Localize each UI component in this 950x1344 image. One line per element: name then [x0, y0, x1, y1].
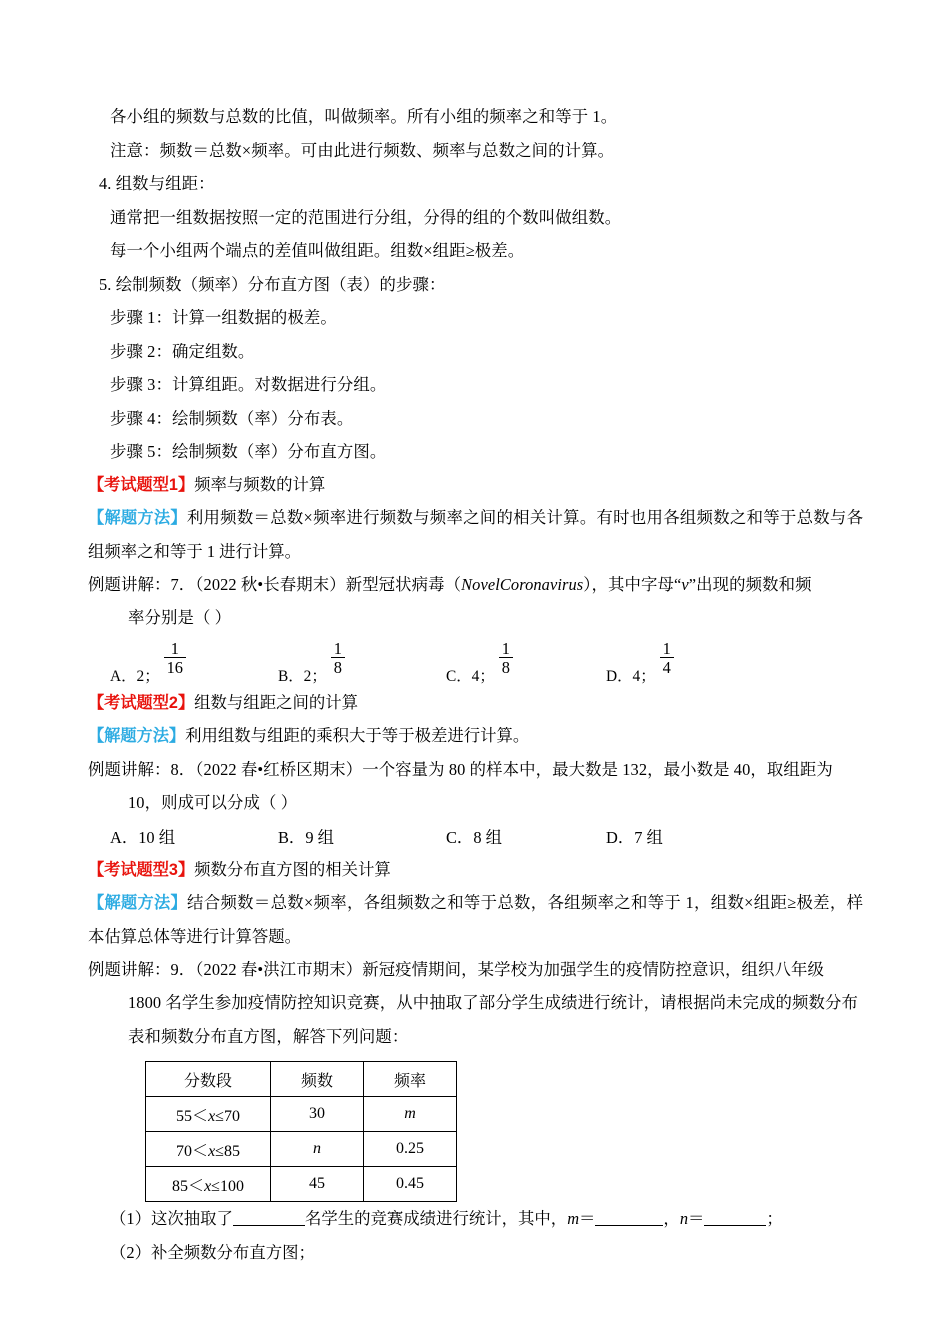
section-5-title: 5. 绘制频数（频率）分布直方图（表）的步骤：	[99, 274, 446, 294]
range-2-var: x	[208, 1142, 216, 1160]
exam-type-2-method-text: 利用组数与组距的乘积大于等于极差进行计算。	[185, 725, 530, 745]
range-3-op2: ≤	[211, 1177, 220, 1195]
table-header-frequency-rate: 频率	[364, 1062, 457, 1097]
exam-type-2-heading	[88, 687, 863, 719]
section-5-step-3: 步骤 3：计算组距。对数据进行分组。	[110, 375, 387, 394]
example-7-body-3: ”出现的频数和频	[688, 574, 812, 594]
table-header-row	[146, 1062, 457, 1097]
option-b[interactable]: B．9 组	[278, 827, 335, 847]
choice-b-numerator: 1	[331, 640, 345, 658]
table-cell-range-1	[146, 1097, 271, 1132]
note-line-1: 各小组的频数与总数的比值，叫做频率。所有小组的频率之和等于 1。	[110, 107, 618, 126]
choice-b-denominator: 8	[333, 657, 342, 677]
choice-d-denominator: 4	[662, 657, 671, 677]
table-cell-range-2	[146, 1132, 271, 1167]
range-3-upper: 100	[219, 1177, 244, 1195]
choice-d-label: D．4；	[606, 667, 656, 685]
answer-blank-sample-size[interactable]	[233, 1210, 305, 1226]
exam-type-3-heading	[88, 854, 863, 886]
example-7-letter: v	[681, 574, 689, 594]
table-header-score-range: 分数段	[146, 1062, 271, 1097]
example-8-line-1	[88, 753, 863, 787]
exam-type-2-method-tag: 【解题方法】	[88, 726, 186, 745]
example-9-line-1	[88, 953, 863, 987]
example-9-number: 9．	[170, 959, 196, 979]
example-7-prefix: 例题讲解：	[88, 574, 171, 594]
example-7-body-1: 新型冠状病毒（	[345, 574, 462, 594]
exam-type-3-method-tag: 【解题方法】	[88, 893, 188, 912]
table-row	[146, 1132, 457, 1167]
page-content	[88, 100, 863, 1269]
range-3-op1: ＜	[188, 1177, 205, 1195]
range-2-op2: ≤	[215, 1142, 224, 1160]
option-c[interactable]: C．8 组	[446, 827, 503, 847]
exam-type-1-method-text: 利用频数＝总数×频率进行频数与频率之间的相关计算。有时也用各组频数之和等于总数与各组频率之和等于 1 进行计算。	[88, 507, 863, 561]
sub-question-1-text-a: （1）这次抽取了	[110, 1209, 233, 1228]
exam-type-3-method-text: 结合频数＝总数×频率，各组频数之和等于总数，各组频率之和等于 1，组数×组距≥极差，样本估算总体等进行计算答题。	[88, 892, 863, 946]
section-5-step-1: 步骤 1：计算一组数据的极差。	[110, 308, 337, 327]
range-2-op1: ＜	[192, 1142, 209, 1160]
choice-a-fraction	[164, 640, 186, 677]
sub-question-1-eq1: ＝	[579, 1209, 596, 1228]
choice-a-label: A．2；	[110, 667, 160, 685]
table-row	[146, 1097, 457, 1132]
range-1-op2: ≤	[215, 1107, 224, 1125]
exam-type-1-heading	[88, 469, 863, 501]
section-5-step-2: 步骤 2：确定组数。	[110, 341, 255, 361]
choice-a-numerator: 1	[164, 640, 186, 658]
table-cell-count-3: 45	[271, 1167, 364, 1202]
choice-c[interactable]	[446, 638, 513, 686]
table-cell-rate-2: 0.25	[364, 1132, 457, 1167]
example-9-body-1: 新冠疫情期间，某学校为加强学生的疫情防控意识，组织八年级	[362, 959, 824, 979]
table-cell-count-1: 30	[271, 1097, 364, 1132]
range-3-lower: 85	[172, 1177, 189, 1195]
note-line-2: 注意：频数＝总数×频率。可由此进行频数、频率与总数之间的计算。	[110, 140, 615, 160]
example-8-line-2: 10，则成可以分成（ ）	[128, 793, 298, 812]
exam-type-3-title: 频数分布直方图的相关计算	[194, 859, 391, 879]
example-8-source: （2022 春•红桥区期末）	[195, 759, 363, 779]
choice-b-fraction	[331, 640, 345, 677]
range-1-upper: 70	[223, 1107, 240, 1125]
choice-b[interactable]	[278, 638, 345, 686]
range-2-lower: 70	[176, 1142, 193, 1160]
example-9-prefix: 例题讲解：	[88, 959, 171, 979]
choice-b-label: B．2；	[278, 667, 327, 685]
exam-type-2-tag: 【考试题型2】	[88, 693, 195, 712]
answer-blank-m[interactable]	[595, 1210, 663, 1226]
section-4-title: 4. 组数与组距：	[99, 174, 215, 193]
exam-type-1-method	[88, 501, 863, 568]
option-a[interactable]: A．10 组	[110, 827, 176, 847]
choice-c-denominator: 8	[501, 657, 510, 677]
exam-type-1-title: 频率与频数的计算	[194, 474, 326, 494]
range-1-op1: ＜	[192, 1107, 209, 1125]
example-7-body-2: ），其中字母“	[583, 574, 682, 594]
exam-type-1-method-tag: 【解题方法】	[88, 508, 187, 527]
exam-type-3-method	[88, 886, 863, 953]
range-1-var: x	[208, 1107, 216, 1125]
choice-c-label: C．4；	[446, 667, 495, 685]
example-9-source: （2022 春•洪江市期末）	[195, 959, 363, 979]
sub-question-1-text-b: 名学生的竞赛成绩进行统计，其中，	[304, 1209, 568, 1228]
exam-type-3-tag: 【考试题型3】	[88, 860, 195, 879]
exam-type-2-title: 组数与组距之间的计算	[194, 692, 359, 712]
section-5-step-4: 步骤 4：绘制频数（率）分布表。	[110, 408, 354, 428]
option-d[interactable]: D．7 组	[606, 827, 663, 847]
table-cell-rate-3: 0.45	[364, 1167, 457, 1202]
range-1-lower: 55	[176, 1107, 193, 1125]
sub-question-1-n: n	[679, 1209, 689, 1228]
choice-c-fraction	[499, 640, 513, 677]
choice-d-numerator: 1	[660, 640, 674, 658]
table-cell-range-3	[146, 1167, 271, 1202]
sub-question-1-m: m	[567, 1209, 580, 1228]
example-8-options	[88, 820, 863, 854]
choice-c-numerator: 1	[499, 640, 513, 658]
example-7-line-2: 率分别是（ ）	[128, 608, 232, 627]
example-9-line-2: 1800 名学生参加疫情防控知识竞赛，从中抽取了部分学生成绩进行统计，请根据尚未完成的频数分布	[128, 993, 858, 1012]
exam-type-2-method	[88, 719, 863, 753]
section-5-step-5: 步骤 5：绘制频数（率）分布直方图。	[110, 442, 387, 461]
answer-blank-n[interactable]	[704, 1210, 766, 1226]
example-7-term-italic: NovelCoronavirus	[461, 574, 584, 594]
sub-question-1-end: ；	[766, 1209, 783, 1228]
choice-a-denominator: 16	[166, 657, 183, 677]
example-7-source: （2022 秋•长春期末）	[195, 574, 346, 594]
example-8-body-1: 一个容量为 80 的样本中，最大数是 132，最小数是 40，取组距为	[362, 759, 833, 779]
example-7-choices	[88, 635, 863, 687]
sub-question-1	[88, 1202, 863, 1236]
choice-d[interactable]	[606, 638, 674, 686]
range-3-var: x	[204, 1177, 212, 1195]
sub-question-1-comma: ，	[663, 1209, 680, 1228]
sub-question-1-eq2: ＝	[688, 1209, 705, 1228]
sub-question-2: （2）补全频数分布直方图；	[110, 1242, 315, 1262]
table-row	[146, 1167, 457, 1202]
section-4-line-2: 每一个小组两个端点的差值叫做组距。组数×组距≥极差。	[110, 241, 525, 260]
frequency-table-wrapper	[145, 1061, 863, 1202]
table-header-frequency-count: 频数	[271, 1062, 364, 1097]
exam-type-1-tag: 【考试题型1】	[88, 475, 195, 494]
table-cell-rate-1: m	[364, 1097, 457, 1132]
range-2-upper: 85	[223, 1142, 240, 1160]
example-7-line-1	[88, 568, 863, 602]
frequency-distribution-table	[145, 1061, 457, 1202]
choice-d-fraction	[660, 640, 674, 677]
example-9-line-3: 表和频数分布直方图，解答下列问题：	[128, 1026, 409, 1046]
choice-a[interactable]	[110, 638, 186, 686]
section-4-line-1: 通常把一组数据按照一定的范围进行分组，分得的组的个数叫做组数。	[110, 207, 622, 227]
example-8-prefix: 例题讲解：	[88, 759, 171, 779]
example-8-number: 8．	[170, 759, 196, 779]
example-7-number: 7．	[170, 574, 196, 594]
table-cell-count-2: n	[271, 1132, 364, 1167]
